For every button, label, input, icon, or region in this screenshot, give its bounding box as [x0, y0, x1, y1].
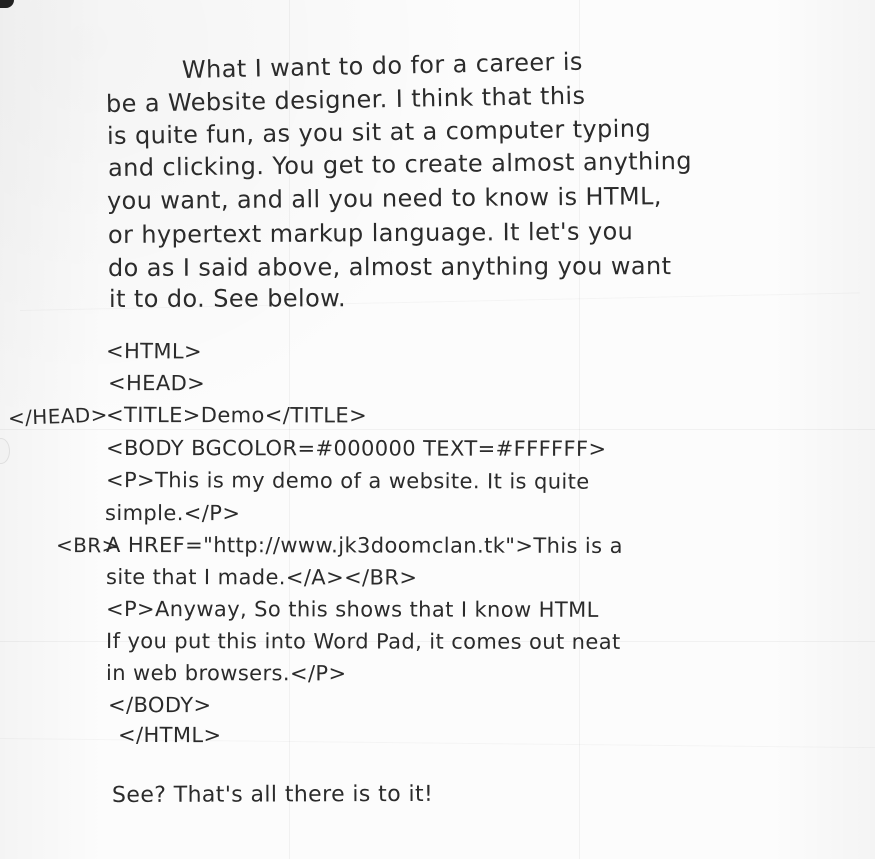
code-line-web-browsers: in web browsers.</P>: [105, 661, 347, 686]
code-line-link-close: site that I made.</A></BR>: [105, 565, 418, 590]
margin-note-head-close: </HEAD>: [7, 402, 109, 430]
margin-note-br-open: <BR>: [55, 533, 119, 558]
page-corner-mark: [0, 0, 14, 8]
code-line-head-open: <HEAD>: [107, 371, 206, 396]
code-line-html-open: <HTML>: [105, 339, 203, 364]
code-line-link-open: A HREF="http://www.jk3doomclan.tk">This is a: [105, 533, 623, 558]
code-line-paragraph-open: <P>This is my demo of a website. It is quite: [105, 468, 590, 494]
paragraph-line-1: What I want to do for a career is: [181, 47, 584, 84]
code-line-title: <TITLE>Demo</TITLE>: [105, 403, 368, 428]
code-line-body-close: </BODY>: [107, 693, 212, 718]
paragraph-line-3: is quite fun, as you sit at a computer typing: [106, 114, 652, 150]
paragraph-line-2: be a Website designer. I think that this: [105, 81, 586, 118]
paragraph-line-4: and clicking. You get to create almost anything: [107, 146, 693, 182]
paper-fold-horizontal-middle: [0, 429, 875, 430]
code-line-body-open: <BODY BGCOLOR=#000000 TEXT=#FFFFFF>: [105, 436, 607, 461]
code-line-wordpad: If you put this into Word Pad, it comes out neat: [105, 629, 621, 654]
paragraph-line-7: do as I said above, almost anything you want: [107, 252, 672, 282]
code-line-html-close: </HTML>: [117, 723, 222, 748]
paragraph-line-5: you want, and all you need to know is HTML,: [106, 182, 663, 215]
closing-line: See? That's all there is to it!: [111, 781, 434, 808]
code-line-paragraph-close: simple.</P>: [104, 501, 241, 526]
code-line-anyway: <P>Anyway, So this shows that I know HTML: [105, 597, 599, 622]
punch-hole: [0, 438, 10, 464]
paragraph-line-8: it to do. See below.: [108, 284, 347, 313]
paragraph-line-6: or hypertext markup language. It let's you: [107, 217, 634, 249]
